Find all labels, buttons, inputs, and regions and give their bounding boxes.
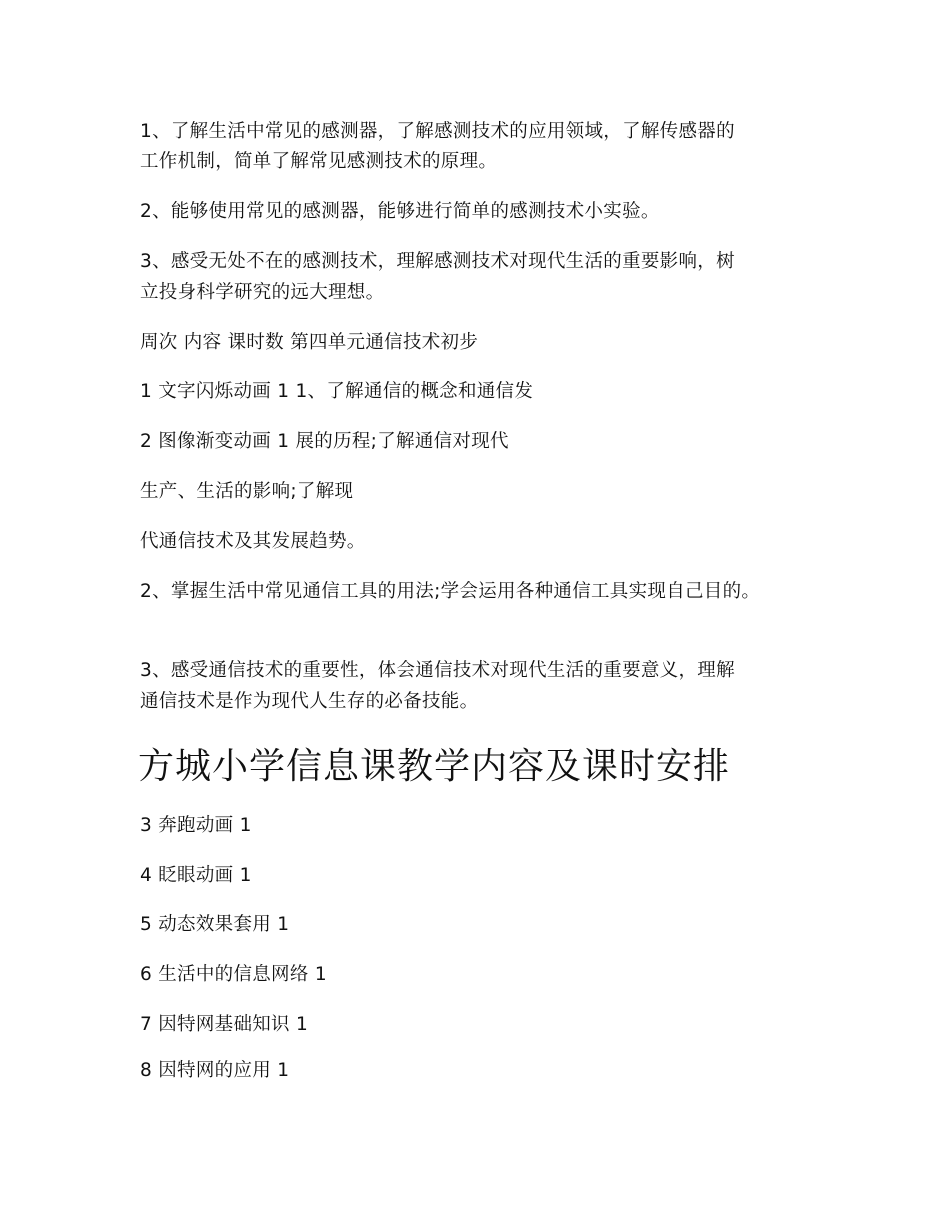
paragraph-2: 2、能够使用常见的感测器，能够进行简单的感测技术小实验。	[140, 201, 660, 222]
list-item: 4 眨眼动画 1	[140, 865, 252, 886]
paragraph-9: 2、掌握生活中常见通信工具的用法;学会运用各种通信工具实现自己目的。	[140, 581, 761, 602]
list-item: 8 因特网的应用 1	[140, 1060, 290, 1081]
list-item: 7 因特网基础知识 1	[140, 1014, 309, 1035]
table-row-1: 1 文字闪烁动画 1 1、了解通信的概念和通信发	[140, 381, 534, 402]
continuation-line-2: 代通信技术及其发展趋势。	[140, 531, 366, 552]
table-header-line: 周次 内容 课时数 第四单元通信技术初步	[140, 332, 479, 353]
paragraph-1-line-1: 1、了解生活中常见的感测器，了解感测技术的应用领域，了解传感器的	[140, 121, 735, 142]
list-item: 6 生活中的信息网络 1	[140, 964, 327, 985]
paragraph-10-line-2: 通信技术是作为现代人生存的必备技能。	[140, 691, 479, 712]
page-heading: 方城小学信息课教学内容及课时安排	[138, 746, 731, 787]
paragraph-3-line-2: 立投身科学研究的远大理想。	[140, 282, 385, 303]
paragraph-10-line-1: 3、感受通信技术的重要性，体会通信技术对现代生活的重要意义，理解	[140, 660, 735, 681]
list-item: 5 动态效果套用 1	[140, 914, 290, 935]
continuation-line-1: 生产、生活的影响;了解现	[140, 481, 354, 502]
table-row-2: 2 图像渐变动画 1 展的历程;了解通信对现代	[140, 431, 509, 452]
paragraph-1-line-2: 工作机制，简单了解常见感测技术的原理。	[140, 151, 498, 172]
paragraph-3-line-1: 3、感受无处不在的感测技术，理解感测技术对现代生活的重要影响，树	[140, 251, 735, 272]
list-item: 3 奔跑动画 1	[140, 815, 252, 836]
